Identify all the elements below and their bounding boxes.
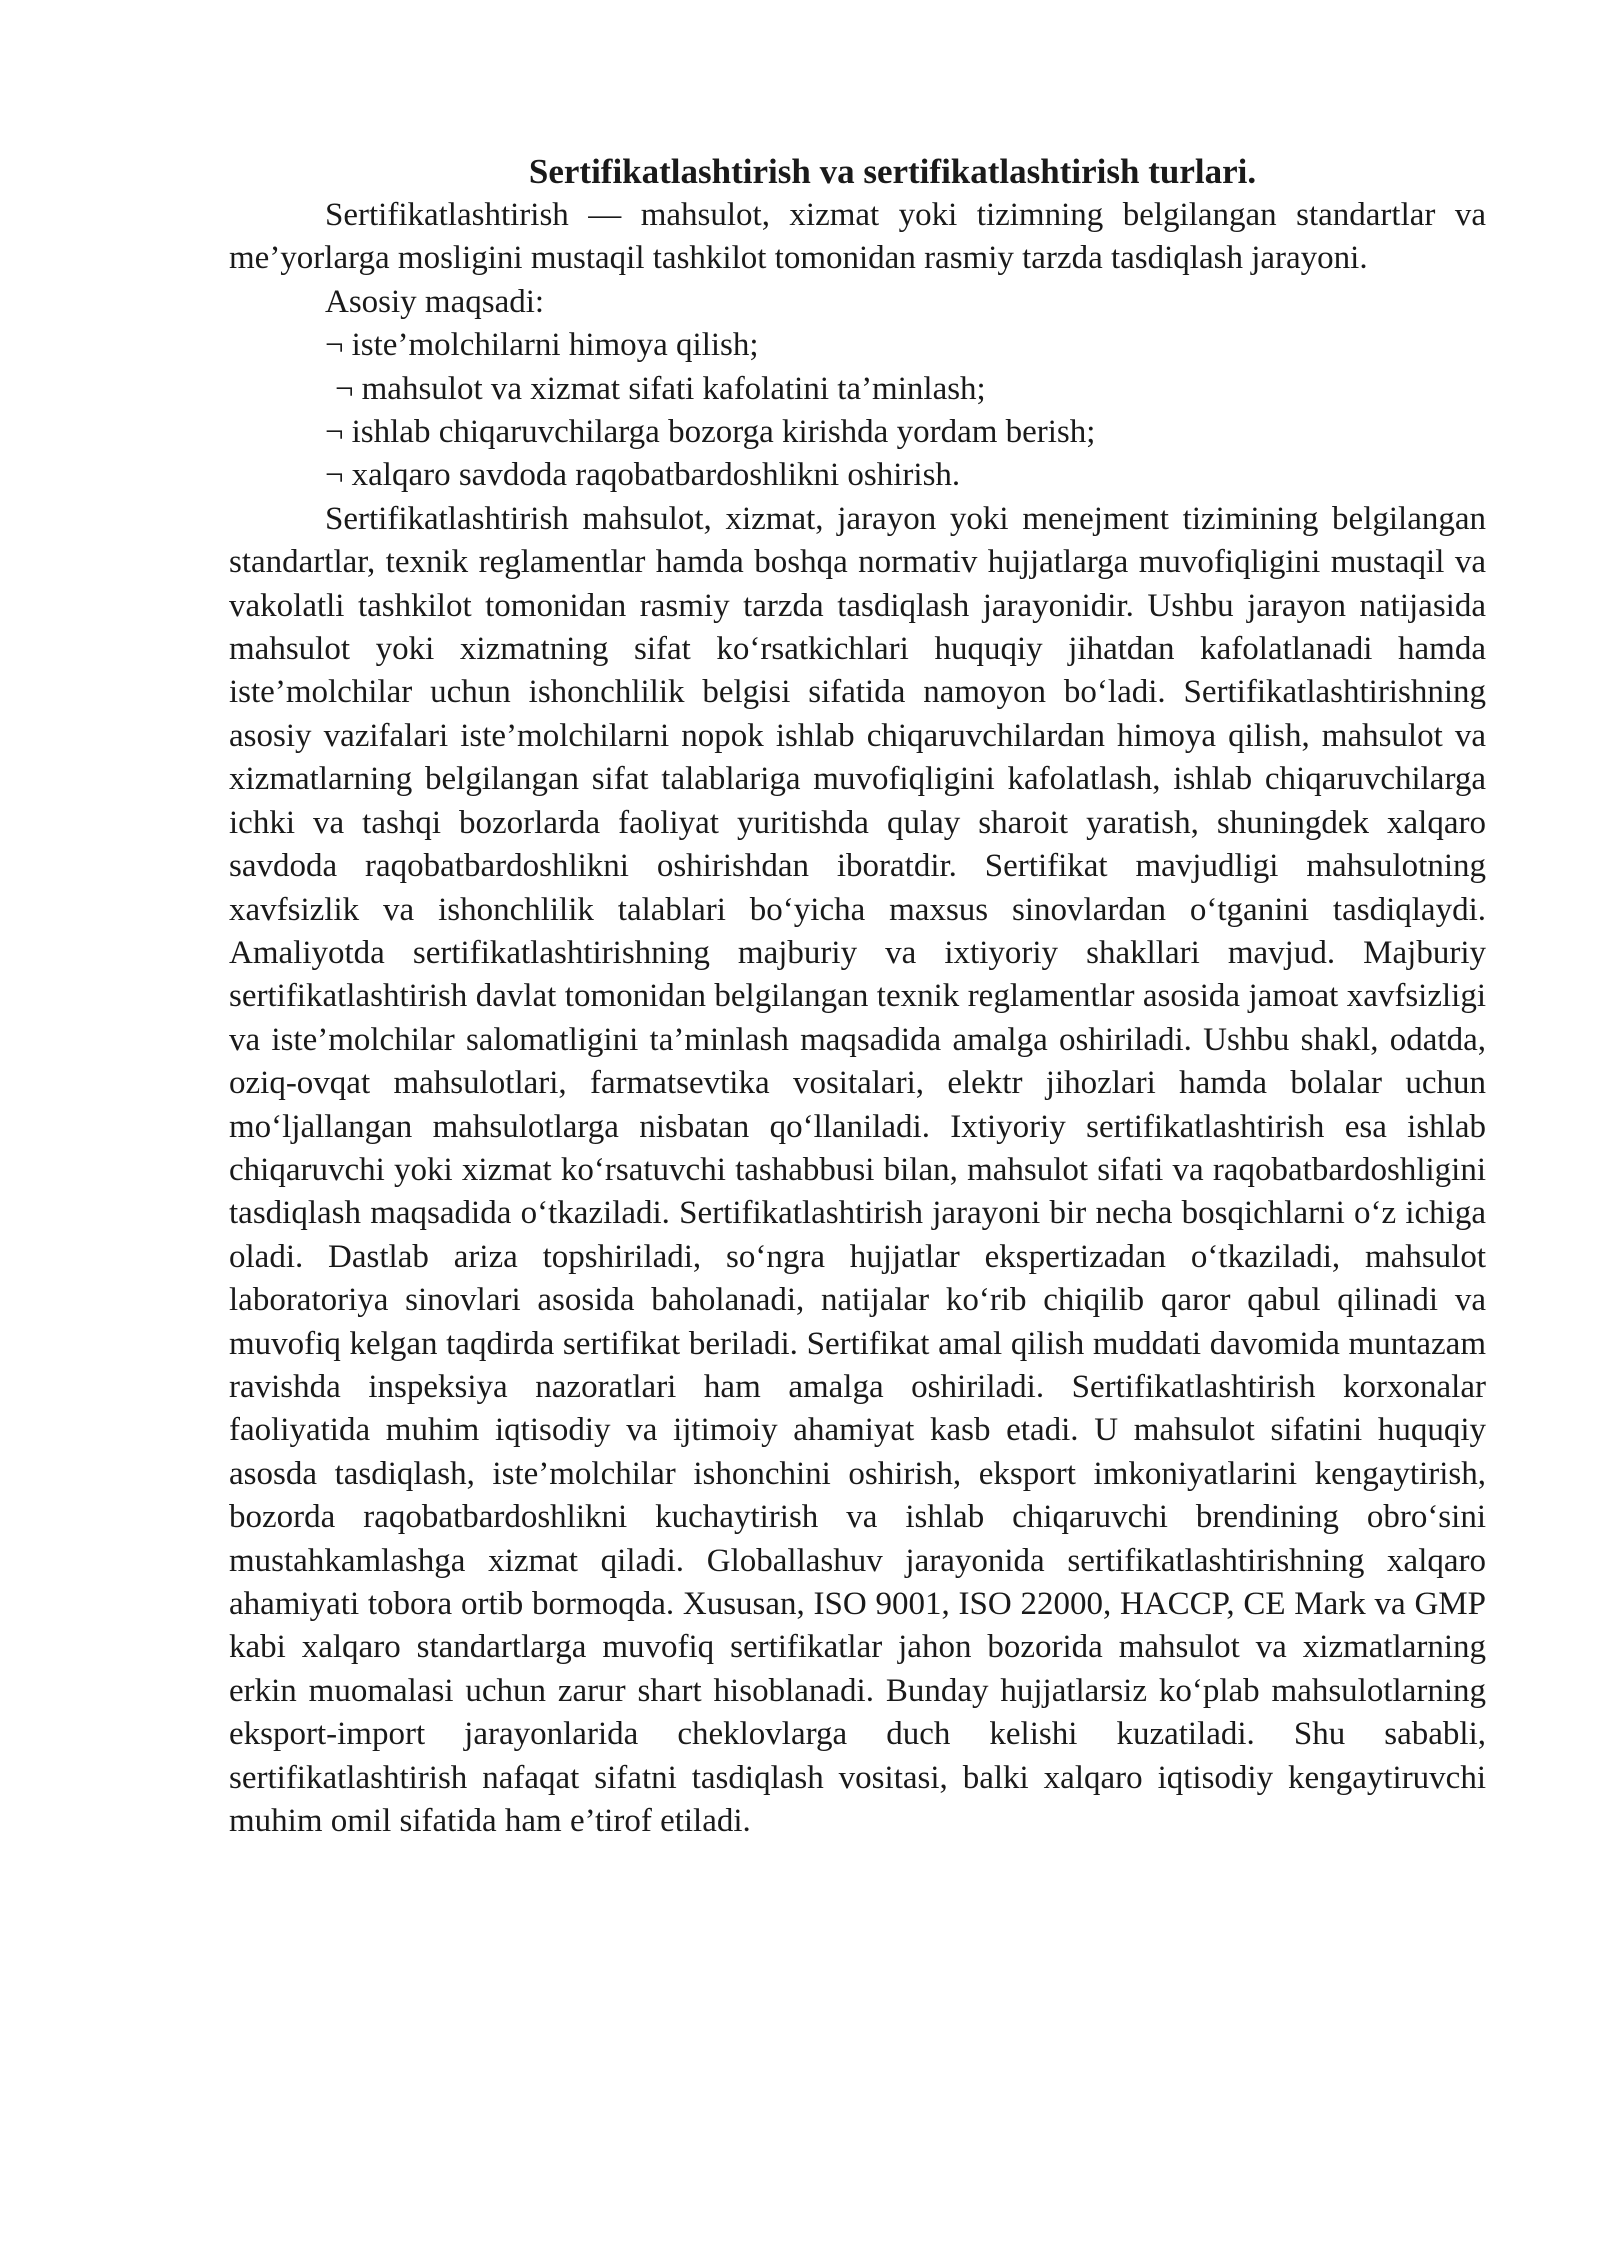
bullet-mark: ¬	[325, 327, 344, 364]
bullet-mark: ¬	[335, 370, 354, 407]
goals-label: Asosiy maqsadi:	[325, 283, 545, 320]
document-content	[229, 150, 1486, 1843]
goal-item	[229, 454, 1486, 497]
goal-item	[229, 411, 1486, 454]
goal-text: iste’molchilarni himoya qilish;	[351, 327, 759, 364]
document-title: Sertifikatlashtirish va sertifikatlashtirish turlari.	[528, 152, 1257, 191]
bullet-mark: ¬	[325, 457, 344, 494]
goal-item	[229, 368, 1486, 411]
goal-text: mahsulot va xizmat sifati kafolatini ta’minlash;	[361, 370, 986, 407]
goal-text: ishlab chiqaruvchilarga bozorga kirishda yordam berish;	[351, 414, 1096, 451]
bullet-mark: ¬	[325, 414, 344, 451]
body-paragraph: Sertifikatlashtirish mahsulot, xizmat, jarayon yoki menejment tizimining belgilangan standartlar, texnik reglamentlar hamda boshqa normativ hujjatlarga muvofiqligini mustaqil va vakolatli tashkilot tomonidan rasmiy tarzda tasdiqlash jarayonidir. Ushbu jarayon natijasida mahsulot yoki xizmatning sifat ko‘rsatkichlari huquqiy jihatdan kafolatlanadi hamda iste’molchilar uchun ishonchlilik belgisi sifatida namoyon bo‘ladi. Sertifikatlashtirishning asosiy vazifalari iste’molchilarni nopok ishlab chiqaruvchilardan himoya qilish, mahsulot va xizmatlarning belgilangan sifat talablariga muvofiqligini kafolatlash, ishlab chiqaruvchilarga ichki va tashqi bozorlarda faoliyat yuritishda qulay sharoit yaratish, shuningdek xalqaro savdoda raqobatbardoshlikni oshirishdan iboratdir. Sertifikat mavjudligi mahsulotning xavfsizlik va ishonchlilik talablari bo‘yicha maxsus sinovlardan o‘tganini tasdiqlaydi. Amaliyotda sertifikatlashtirishning majburiy va ixtiyoriy shakllari mavjud. Majburiy sertifikatlashtirish davlat tomonidan belgilangan texnik reglamentlar asosida jamoat xavfsizligi va iste’molchilar salomatligini ta’minlash maqsadida amalga oshiriladi. Ushbu shakl, odatda, oziq-ovqat mahsulotlari, farmatsevtika vositalari, elektr jihozlari hamda bolalar uchun mo‘ljallangan mahsulotlarga nisbatan qo‘llaniladi. Ixtiyoriy sertifikatlashtirish esa ishlab chiqaruvchi yoki xizmat ko‘rsatuvchi tashabbusi bilan, mahsulot sifati va raqobatbardoshligini tasdiqlash maqsadida o‘tkaziladi. Sertifikatlashtirish jarayoni bir necha bosqichlarni o‘z ichiga oladi. Dastlab ariza topshiriladi, so‘ngra hujjatlar ekspertizadan o‘tkaziladi, mahsulot laboratoriya sinovlari asosida baholanadi, natijalar ko‘rib chiqilib qaror qabul qilinadi va muvofiq kelgan taqdirda sertifikat beriladi. Sertifikat amal qilish muddati davomida muntazam ravishda inspeksiya nazoratlari ham amalga oshiriladi. Sertifikatlashtirish korxonalar faoliyatida muhim iqtisodiy va ijtimoiy ahamiyat kasb etadi. U mahsulot sifatini huquqiy asosda tasdiqlash, iste’molchilar ishonchini oshirish, eksport imkoniyatlarini kengaytirish, bozorda raqobatbardoshlikni kuchaytirish va ishlab chiqaruvchi brendining obro‘sini mustahkamlashga xizmat qiladi. Globallashuv jarayonida sertifikatlashtirishning xalqaro ahamiyati tobora ortib bormoqda. Xususan, ISO 9001, ISO 22000, HACCP, CE Mark va GMP kabi xalqaro standartlarga muvofiq sertifikatlar jahon bozorida mahsulot va xizmatlarning erkin muomalasi uchun zarur shart hisoblanadi. Bunday hujjatlarsiz ko‘plab mahsulotlarning eksport-import jarayonlarida cheklovlarga duch kelishi kuzatiladi. Shu sababli, sertifikatlashtirish nafaqat sifatni tasdiqlash vositasi, balki xalqaro iqtisodiy kengaytiruvchi muhim omil sifatida ham e’tirof etiladi.	[229, 500, 1486, 1840]
goals-list	[229, 324, 1486, 498]
intro-paragraph: Sertifikatlashtirish — mahsulot, xizmat yoki tizimning belgilangan standartlar va me’yorlarga mosligini mustaqil tashkilot tomonidan rasmiy tarzda tasdiqlash jarayoni.	[229, 197, 1486, 277]
goal-text: xalqaro savdoda raqobatbardoshlikni oshirish.	[351, 457, 961, 494]
goal-item	[229, 324, 1486, 367]
